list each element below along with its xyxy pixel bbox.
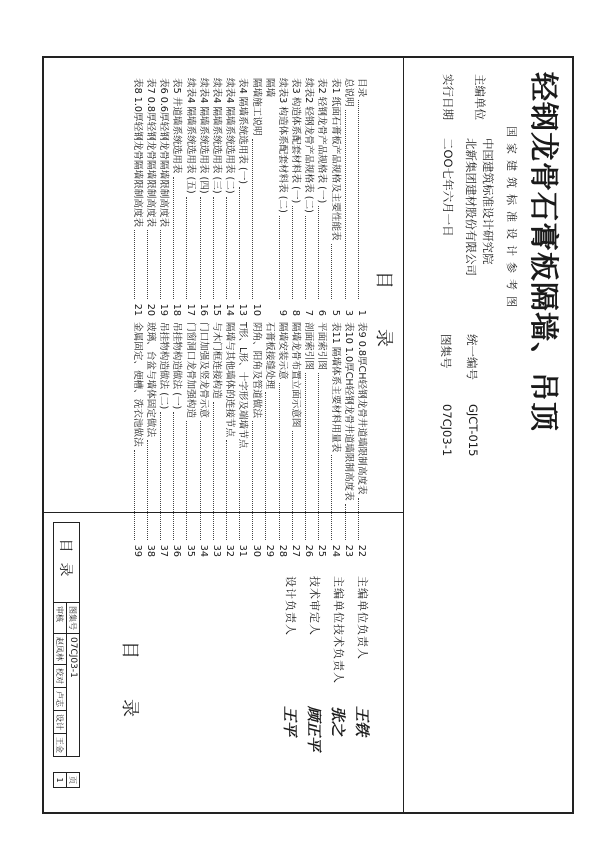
toc-entry [328,322,341,557]
atlas-label: 图集号 [439,334,453,369]
toc-entry [276,78,289,316]
toc-entry-page: 26 [303,544,315,557]
toc-entry [289,78,302,316]
toc-leader-dots [173,412,174,540]
toc-entry [249,78,262,316]
toc-entry-title: 表8 1.0厚轻钢龙骨隔墙限制高度表 [131,78,143,228]
toc-left-list [131,78,368,316]
editor-unit-2: 北新集团建材股份有限公司 [464,138,478,276]
rotated-content [42,56,574,814]
toc-entry-title: 总说明 [342,78,354,107]
toc-entry [157,78,170,316]
toc-entry-page: 14 [224,303,236,316]
toc-entry-page: 16 [197,303,209,316]
toc-entry-title: 表2 轻钢龙骨产品规格表 (一) [316,78,328,204]
toc-entry-page: 10 [250,303,262,316]
document-title: 轻钢龙骨石膏板隔墙、吊顶 [527,72,561,433]
page-number-block [53,772,80,788]
toc-entry-title: 门口加强及竖龙骨示意 [197,322,209,418]
toc-entry-page: 18 [171,303,183,316]
toc-entry-title: 续表4 隔墙系统选用表 (五) [184,78,196,194]
toc-entry-page: 33 [210,544,222,557]
toc-entry [236,322,249,557]
toc-entry-page: 22 [356,544,368,557]
toc-entry-title: 表6 0.6厚轻钢龙骨隔墙限制高度表 [158,78,170,228]
toc-leader-dots [239,187,240,299]
toc-entry-title: 续表4 隔墙系统选用表 (四) [197,78,209,194]
toc-entry-title: 门窗洞口龙骨加强构造 [184,322,196,418]
toc-leader-dots [266,392,267,540]
toc-entry-title: 隔墙 [263,78,275,98]
toc-entry-page: 28 [276,544,288,557]
toc-entry-title: 隔墙龙骨布置立面示意图 [290,322,302,428]
toc-entry [249,322,262,557]
toc-entry-page: 5 [329,309,341,316]
toc-entry [170,322,183,557]
toc-entry [302,322,315,557]
toc-entry [131,78,144,316]
toc-entry [210,322,223,557]
toc-leader-dots [239,451,240,540]
toc-leader-dots [331,244,332,299]
toc-leader-dots [147,440,148,540]
title-block-page-title: 目录 [54,523,80,603]
toc-entry-page: 21 [131,303,143,316]
staff-row [326,576,350,806]
atlas-no-value: 07CJ03-1 [67,634,80,757]
toc-entry-page: 19 [158,303,170,316]
toc-entry-page: 29 [263,544,275,557]
toc-entry [157,322,170,557]
toc-leader-dots [213,402,214,540]
toc-entry-page: 31 [237,544,249,557]
toc-leader-dots [292,206,293,299]
implement-label: 实行日期 [441,74,455,120]
toc-entry-title: 表10 1.0厚CH轻钢龙骨井道墙限制高度表 [342,322,354,501]
toc-entry [342,78,355,316]
toc-entry-page: 32 [224,544,236,557]
toc-entry [131,322,144,557]
toc-leader-dots [345,504,346,540]
staff-signature: 顾正平 [305,706,323,752]
toc-entry [183,78,196,316]
toc-entry-title: 吊挂物构造做法 (一) [171,322,183,410]
staff-row [302,576,326,806]
toc-entry [263,78,276,316]
toc-entry-page: 8 [290,309,302,316]
toc-leader-dots [173,177,174,300]
toc-entry [197,322,210,557]
toc-leader-dots [279,216,280,299]
toc-leader-dots [160,412,161,540]
toc-entry [144,78,157,316]
toc-leader-dots [186,197,187,299]
toc-leader-dots [305,216,306,299]
toc-entry [355,322,368,557]
code-label: 统一编号 [465,334,479,380]
toc-entry-title: 平面索引图 [316,322,328,370]
toc-entry-page: 7 [303,309,315,316]
staff-row [350,576,374,806]
toc-entry-page: 3 [342,309,354,316]
toc-leader-dots [305,373,306,540]
editor-unit-1: 中国建筑标准设计研究院 [481,138,495,265]
toc-entry-title: 表11 隔墙体系主要材料用量表 [329,322,341,453]
code-value: GJCT-015 [466,404,480,457]
design-label: 设计 [54,711,67,734]
toc-entry-title: T形、L形、十字形及端墙节点 [237,322,249,449]
toc-leader-dots [200,421,201,540]
toc-entry [302,78,315,316]
toc-entry-page: 38 [145,544,157,557]
toc-leader-dots [200,197,201,299]
toc-entry-title: 续表2 轻钢龙骨产品规格表 (二) [303,78,315,213]
check-label: 校对 [54,665,67,688]
review-label: 审核 [54,603,67,634]
toc-entry [144,322,157,557]
toc-entry-page: 1 [356,309,368,316]
toc-entry-title: 阴角、阳角及管道做法 [250,322,262,418]
toc-heading-right: 目录 [119,641,140,757]
toc-entry-title: 表4 隔墙系统选用表 (一) [237,78,249,185]
implement-date: 二OO七年六月一日 [441,138,455,237]
toc-entry-title: 续表3 构造体系配套材料表 (二) [276,78,288,213]
check-name: 卢志 [54,688,67,711]
toc-entry-title: 与木门框连接构造 [210,322,222,399]
toc-entry-page: 37 [158,544,170,557]
toc-leader-dots [292,431,293,540]
horizontal-divider [403,56,404,814]
staff-signature: 张之 [329,706,347,737]
toc-entry-page: 30 [250,544,262,557]
toc-entry-title: 石膏板接缝处理 [263,322,275,390]
toc-leader-dots [186,421,187,540]
toc-leader-dots [345,110,346,299]
toc-entry [328,78,341,316]
toc-entry-page: 6 [316,309,328,316]
toc-entry-page: 39 [131,544,143,557]
review-name: 赵凤林 [54,634,67,665]
toc-entry [210,78,223,316]
staff-row [278,576,302,806]
toc-entry [289,322,302,557]
staff-role: 技术审定人 [308,576,321,636]
toc-leader-dots [318,373,319,540]
toc-leader-dots [134,450,135,540]
toc-entry-page: 15 [210,303,222,316]
toc-entry-page: 17 [184,303,196,316]
toc-leader-dots [252,421,253,540]
design-name: 王金 [54,734,67,757]
toc-leader-dots [226,197,227,299]
editor-unit-label: 主编单位 [473,74,487,120]
toc-entry-title: 剖面索引图 [303,322,315,370]
toc-right-list [131,322,368,557]
toc-entry-title: 金属固定、便槽、洗衣池做法 [131,322,143,447]
toc-entry-page: 27 [290,544,302,557]
toc-entry-title: 表1 纸面石膏板产品规格及主要性能表 [329,78,341,241]
staff-list [278,576,374,806]
toc-leader-dots [331,455,332,540]
toc-entry-page: 20 [145,303,157,316]
toc-entry-page: 34 [197,544,209,557]
toc-entry-title: 表7 0.8厚轻钢龙骨隔墙限制高度表 [145,78,157,228]
toc-entry-page: 36 [171,544,183,557]
toc-entry-page: 9 [276,309,288,316]
toc-entry-title: 隔墙施工说明 [250,78,262,136]
atlas-value: 07CJ03-1 [440,404,454,457]
toc-leader-dots [147,230,148,299]
toc-entry [276,322,289,557]
toc-entry-title: 玻璃、台盆与墙体固定做法 [145,322,157,438]
toc-entry-title: 隔墙与其他墙体的连接节点 [224,322,236,438]
toc-entry [223,322,236,557]
toc-entry [223,78,236,316]
toc-entry-title: 续表4 隔墙系统选用表 (二) [224,78,236,194]
toc-entry-title: 续表4 隔墙系统选用表 (三) [210,78,222,194]
toc-entry [197,78,210,316]
toc-leader-dots [358,498,359,540]
page-value: 1 [54,773,67,788]
toc-entry-page: 23 [342,544,354,557]
toc-leader-dots [279,383,280,540]
toc-entry-title: 吊挂物构造做法 (二) [158,322,170,410]
toc-leader-dots [213,197,214,299]
toc-entry-title: 表5 井道墙系统选用表 [171,78,183,174]
toc-entry [170,78,183,316]
staff-signature: 王平 [281,706,299,737]
toc-entry [315,78,328,316]
document-subtitle: 国家建筑标准设计参考图 [505,126,518,313]
staff-role: 设计负责人 [284,576,297,636]
title-block [53,522,80,757]
toc-leader-dots [226,440,227,540]
toc-entry-page: 35 [184,544,196,557]
staff-signature: 王铁 [353,706,371,737]
toc-entry-title: 目录 [356,78,368,98]
toc-entry [183,322,196,557]
toc-entry [315,322,328,557]
staff-role: 主编单位技术负责人 [332,576,345,684]
toc-entry [355,78,368,316]
staff-role: 主编单位负责人 [356,576,369,660]
toc-leader-dots [134,230,135,299]
toc-heading-left: 目录 [373,271,394,387]
toc-entry-title: 表3 构造体系配套材料表 (一) [290,78,302,204]
toc-leader-dots [160,230,161,299]
toc-entry-page: 25 [316,544,328,557]
toc-entry [236,78,249,316]
toc-entry-page: 13 [237,303,249,316]
toc-entry-page: 24 [329,544,341,557]
toc-leader-dots [252,139,253,299]
page-label: 页 [67,773,80,788]
toc-entry-title: 表9 0.8厚CH轻钢龙骨井道墙限制高度表 [356,322,368,495]
toc-entry-title: 隔墙安装示意 [276,322,288,380]
toc-entry [342,322,355,557]
toc-leader-dots [358,100,359,299]
toc-entry [263,322,276,557]
toc-leader-dots [318,206,319,299]
atlas-no-label: 图集号 [67,603,80,634]
